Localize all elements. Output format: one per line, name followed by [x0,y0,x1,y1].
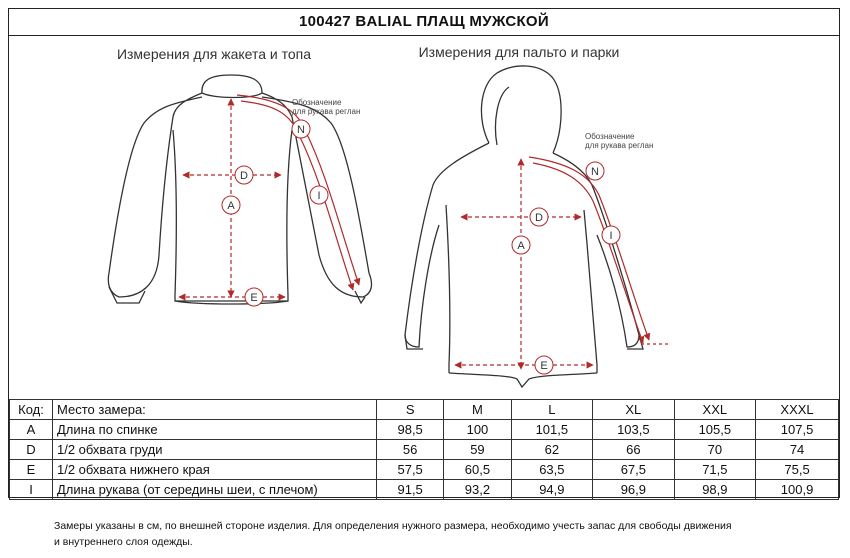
cell-value: 75,5 [756,460,839,480]
cell-value: 101,5 [511,420,593,440]
raglan-note-1: Обозначение [292,98,342,107]
size-table [9,399,839,500]
size-chart-sheet [8,8,840,498]
table-row [10,480,839,500]
cell-value: 56 [377,440,444,460]
coat-marker-e: E [540,360,548,372]
table-row [10,460,839,480]
cell-value: 74 [756,440,839,460]
raglan-note-2: для рукава реглан [292,107,361,116]
size-header: M [444,400,511,420]
coat-raglan-note-2: для рукава реглан [585,141,654,150]
cell-value: 63,5 [511,460,593,480]
marker-n: N [297,124,305,136]
coat-raglan-note-1: Обозначение [585,132,635,141]
cell-value: 57,5 [377,460,444,480]
cell-value: 91,5 [377,480,444,500]
cell-value: 70 [674,440,756,460]
coat-marker-a: A [517,240,525,252]
size-header: XL [593,400,675,420]
marker-e: E [250,292,258,304]
cell-value: 100,9 [756,480,839,500]
coat-markers [512,162,620,374]
footnote-line-2: и внутреннего слоя одежды. [54,536,193,548]
marker-d: D [240,170,248,182]
cell-value: 60,5 [444,460,511,480]
footnote-line-1: Замеры указаны в см, по внешней стороне изделия. Для определения нужного размера, необходимо учесть запас для свободы движения [54,520,732,532]
row-place: Длина рукава (от середины шеи, с плечом) [53,480,377,500]
page-title: 100427 BALIAL ПЛАЩ МУЖСКОЙ [9,9,839,36]
size-header: XXXL [756,400,839,420]
table-header-row [10,400,839,420]
footnote [54,518,814,550]
header-code: Код: [10,400,53,420]
header-place: Место замера: [53,400,377,420]
row-code: I [10,480,53,500]
cell-value: 71,5 [674,460,756,480]
cell-value: 96,9 [593,480,675,500]
cell-value: 98,9 [674,480,756,500]
cell-value: 67,5 [593,460,675,480]
cell-value: 59 [444,440,511,460]
marker-a: A [227,200,235,212]
row-code: D [10,440,53,460]
row-code: A [10,420,53,440]
cell-value: 66 [593,440,675,460]
row-code: E [10,460,53,480]
coat-marker-d: D [535,212,543,224]
coat-caption: Измерения для пальто и парки [418,44,620,60]
cell-value: 93,2 [444,480,511,500]
garment-diagram [9,35,841,399]
coat-marker-i: I [609,230,613,242]
cell-value: 103,5 [593,420,675,440]
marker-i: I [317,190,321,202]
row-place: 1/2 обхвата нижнего края [53,460,377,480]
row-place: 1/2 обхвата груди [53,440,377,460]
measurement-drawings [9,35,839,399]
cell-value: 62 [511,440,593,460]
cell-value: 94,9 [511,480,593,500]
jacket-markers [222,120,328,306]
cell-value: 105,5 [674,420,756,440]
cell-value: 100 [444,420,511,440]
size-header: XXL [674,400,756,420]
jacket-caption: Измерения для жакета и топа [116,46,312,62]
table-row [10,420,839,440]
table-row [10,440,839,460]
size-header: S [377,400,444,420]
cell-value: 107,5 [756,420,839,440]
row-place: Длина по спинке [53,420,377,440]
size-header: L [511,400,593,420]
cell-value: 98,5 [377,420,444,440]
coat-measure-lines [455,157,669,369]
coat-marker-n: N [591,166,599,178]
